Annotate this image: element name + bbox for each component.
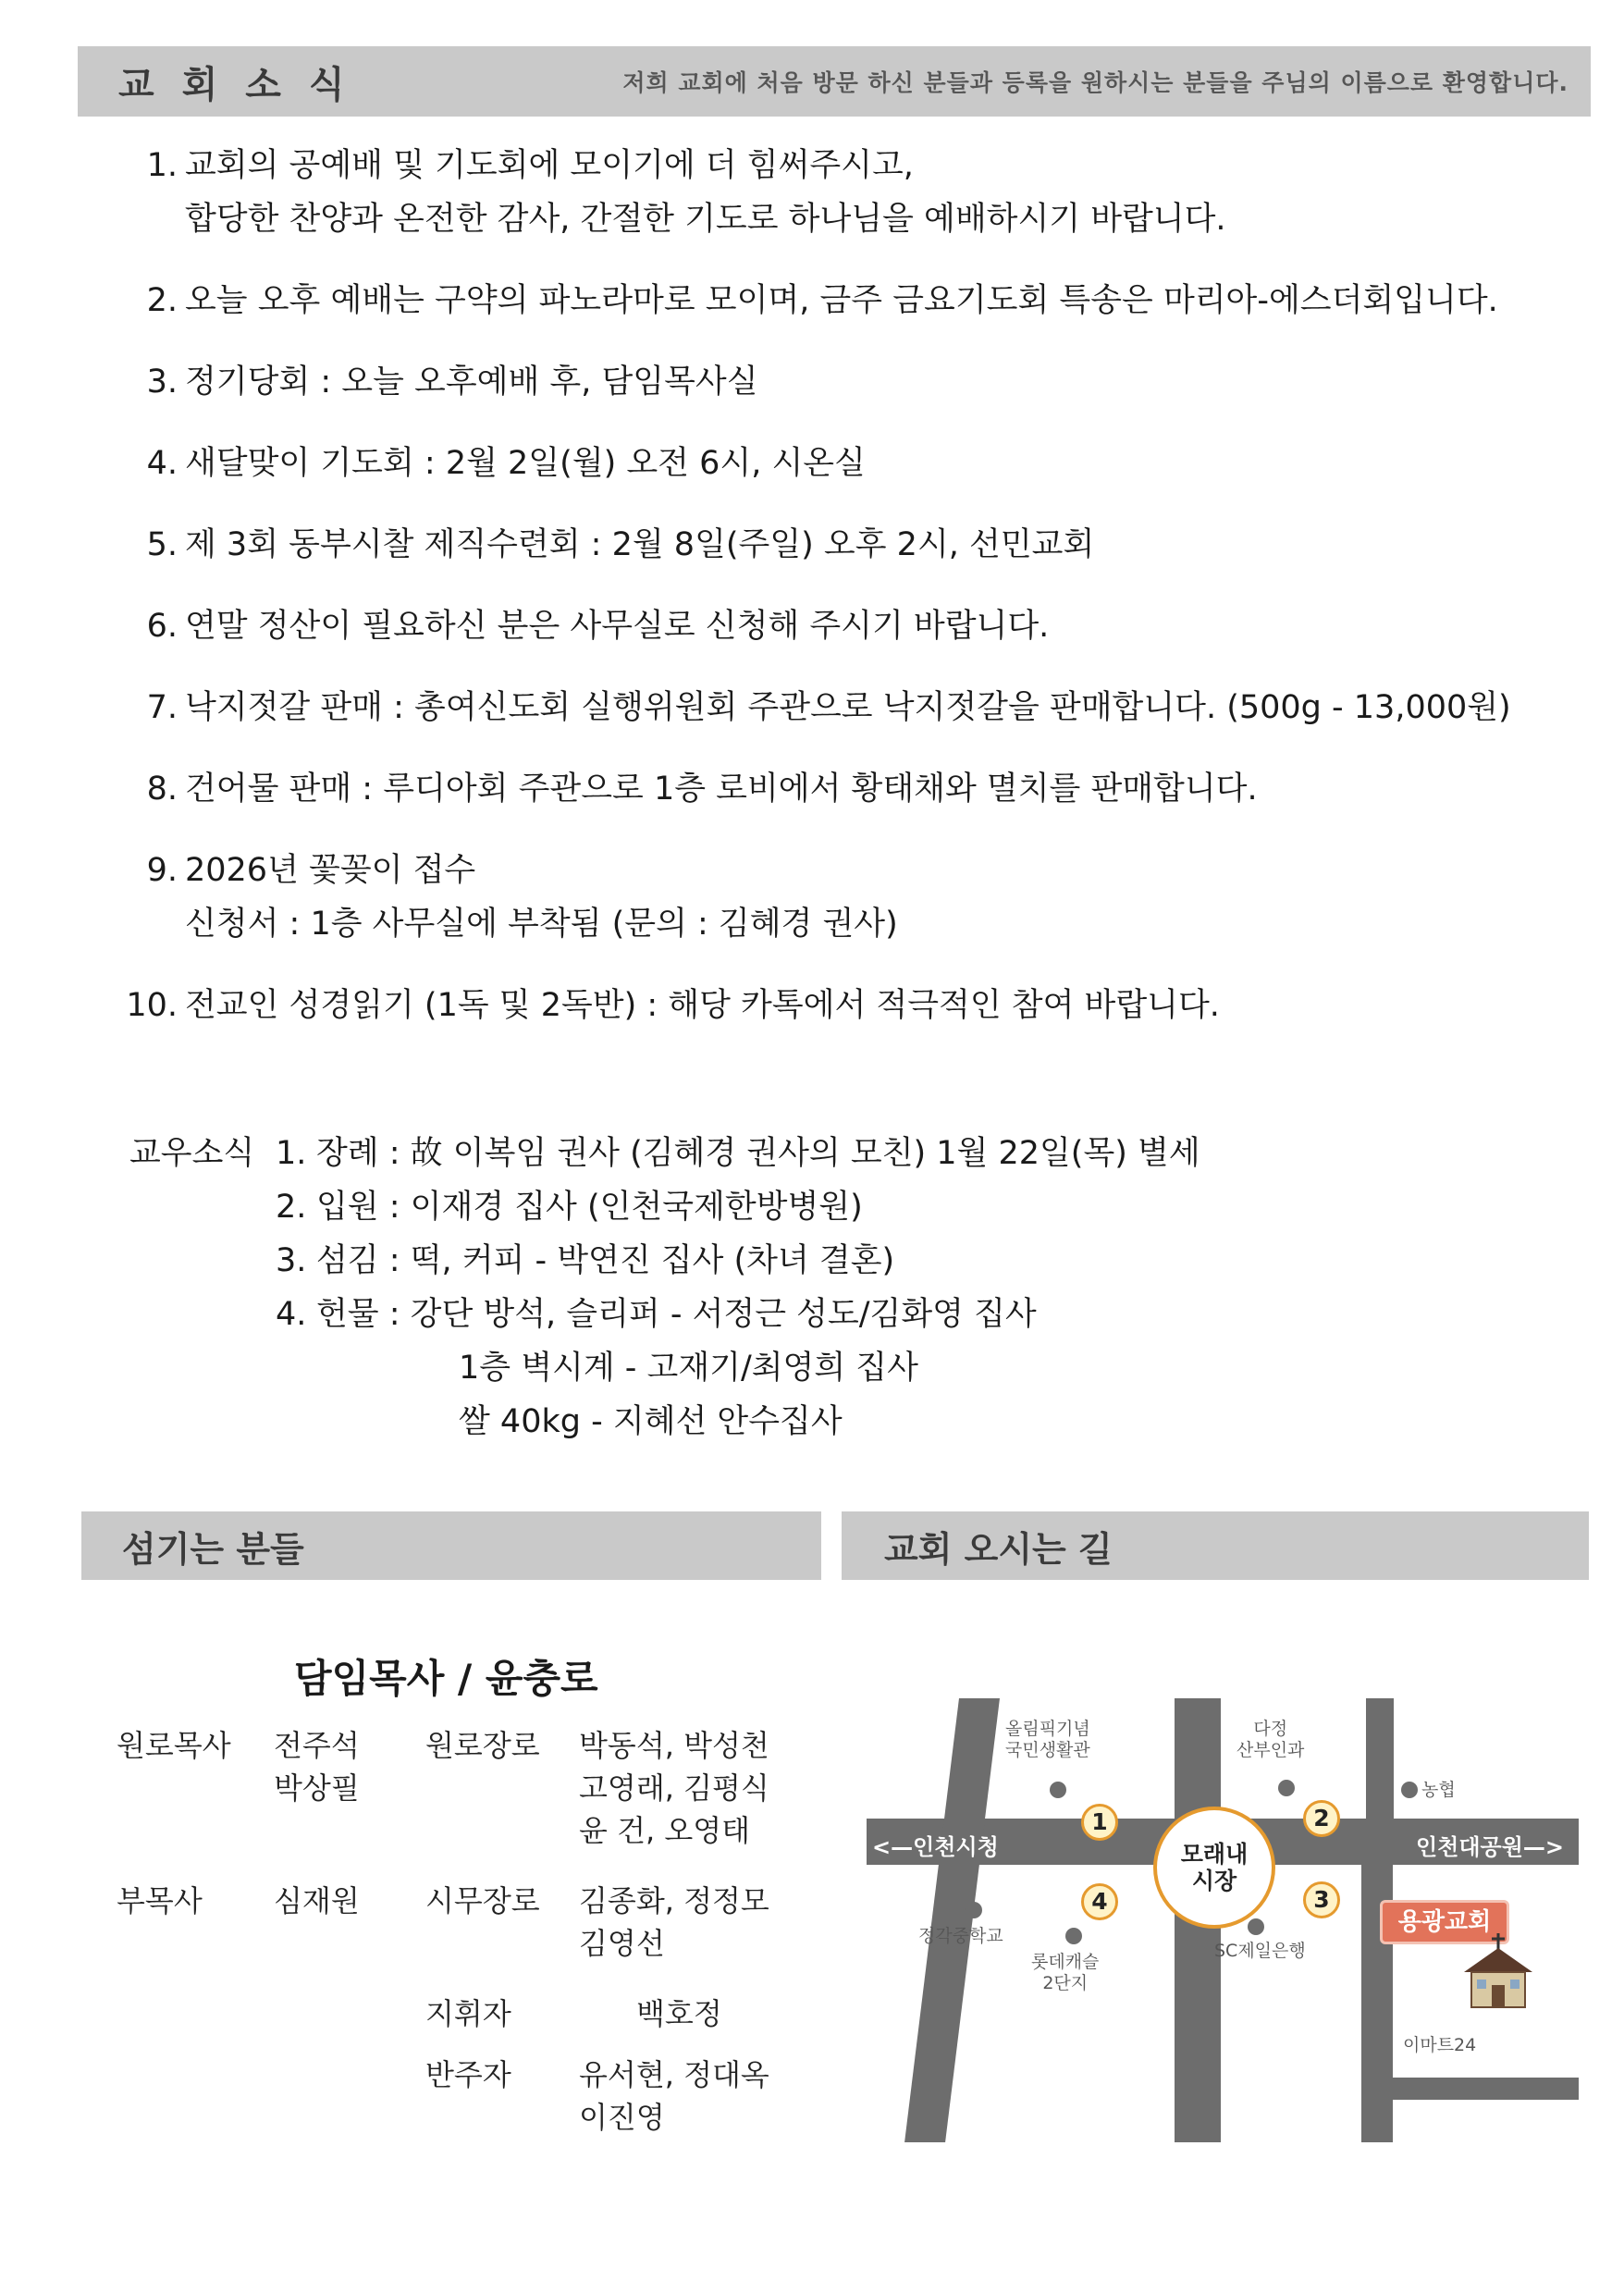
news-text: 새달맞이 기도회 : 2월 2일(월) 오전 6시, 시온실: [185, 445, 866, 482]
staff-name: 백호정: [636, 1996, 722, 2031]
landmark-dot: [1248, 1918, 1264, 1935]
road-label-incheon-city-hall: <—인천시청: [872, 1834, 999, 1860]
welcome-message: 저희 교회에 처음 방문 하신 분들과 등록을 원하시는 분들을 주님의 이름으로 환영합니다.: [622, 69, 1569, 96]
staff-name: 박동석, 박성천: [579, 1728, 769, 1763]
staff-name: 고영래, 김평식: [579, 1770, 769, 1806]
members-news-heading: 교우소식: [129, 1135, 255, 1172]
news-text: 오늘 오후 예배는 구약의 파노라마로 모이며, 금주 금요기도회 특송은 마리아-에스더회입니다.: [185, 282, 1498, 319]
news-text: 낙지젓갈 판매 : 총여신도회 실행위원회 주관으로 낙지젓갈을 판매합니다. (500g - 13,000원): [185, 689, 1511, 726]
senior-pastor: 담임목사 / 윤충로: [294, 1656, 598, 1701]
news-item: [126, 979, 1609, 1032]
moraenae-market: 모래내 시장: [1153, 1807, 1275, 1929]
side-road-upper-right: [1366, 1698, 1394, 1823]
members-news-item: [276, 1288, 1478, 1449]
members-news-text: 1층 벽시계 - 고재기/최영희 집사: [459, 1350, 918, 1387]
staff-name: 이진영: [579, 2100, 665, 2135]
members-news-number: 3.: [276, 1242, 307, 1279]
members-news-text: 섬김 : 떡, 커피 - 박연진 집사 (차녀 결혼): [316, 1242, 895, 1279]
serving-people-bar: [81, 1511, 821, 1580]
news-text: 2026년 꽃꽂이 접수: [185, 852, 476, 889]
members-news-text: 쌀 40kg - 지혜선 안수집사: [459, 1403, 843, 1440]
junction-4: 4: [1081, 1883, 1118, 1920]
emeritus-elder-names: [579, 1724, 769, 1852]
staff-name: 박상필: [274, 1770, 360, 1806]
associate-pastor-names: [274, 1880, 360, 1922]
news-number: 5.: [146, 526, 178, 563]
news-item: [129, 274, 1609, 327]
landmark-dot: [1278, 1780, 1295, 1796]
news-item: [129, 355, 1609, 409]
conductor-names: [636, 1992, 722, 2035]
news-number: 6.: [146, 608, 178, 645]
members-news-item: [276, 1234, 1478, 1288]
church-location-badge: 용광교회: [1380, 1900, 1509, 1944]
accompanist-label: 반주자: [425, 2057, 511, 2092]
news-text: 제 3회 동부시찰 제직수련회 : 2월 8일(주일) 오후 2시, 선민교회: [185, 526, 1095, 563]
staff-name: 전주석: [274, 1728, 360, 1763]
members-news-item: [276, 1180, 1478, 1234]
members-news-text: 장례 : 故 이복임 권사 (김혜경 권사의 모친) 1월 22일(목) 별세: [316, 1135, 1200, 1172]
news-number: 7.: [146, 689, 178, 726]
members-news-number: 2.: [276, 1189, 307, 1226]
news-item: [129, 139, 1609, 246]
news-number: 9.: [146, 852, 178, 889]
side-road-left: [904, 1698, 1000, 2142]
active-elder-label: 시무장로: [425, 1883, 540, 1918]
staff-name: 김영선: [579, 1926, 665, 1961]
members-news-item: [276, 1127, 1478, 1180]
serving-people-title: 섬기는 분들: [122, 1528, 304, 1570]
landmark-dot: [1401, 1782, 1418, 1798]
road-label-incheon-grand-park: 인천대공원—>: [1416, 1834, 1565, 1860]
members-news-text: 입원 : 이재경 집사 (인천국제한방병원): [316, 1189, 863, 1226]
news-text: 교회의 공예배 및 기도회에 모이기에 더 힘써주시고,: [185, 147, 914, 184]
staff-name: 유서현, 정대옥: [579, 2057, 769, 2092]
landmark-sc-bank: SC제일은행: [1214, 1941, 1306, 1961]
conductor-label: 지휘자: [425, 1996, 511, 2031]
landmark-jeonggak-middle-school: 정각중학교: [918, 1926, 1003, 1946]
news-text: 연말 정산이 필요하신 분은 사무실로 신청해 주시기 바랍니다.: [185, 608, 1050, 645]
directions-map: [867, 1698, 1579, 2142]
staff-name: 윤 건, 오영태: [579, 1813, 751, 1848]
news-text: 정기당회 : 오늘 오후예배 후, 담임목사실: [185, 364, 758, 401]
landmark-dot: [1050, 1782, 1066, 1798]
news-number: 2.: [146, 282, 178, 319]
landmark-dajeong-clinic: 다정 산부인과: [1236, 1719, 1305, 1760]
junction-3: 3: [1303, 1881, 1340, 1918]
news-item: [129, 437, 1609, 490]
directions-title: 교회 오시는 길: [884, 1528, 1113, 1570]
news-text: 건어물 판매 : 루디아회 주관으로 1층 로비에서 황태채와 멸치를 판매합니다.: [185, 771, 1258, 808]
news-text: 합당한 찬양과 온전한 감사, 간절한 기도로 하나님을 예배하시기 바랍니다.: [185, 201, 1226, 238]
news-number: 4.: [146, 445, 178, 482]
news-item: [129, 599, 1609, 653]
news-number: 8.: [146, 771, 178, 808]
emeritus-pastor-label: 원로목사: [117, 1728, 231, 1763]
landmark-dot: [1065, 1928, 1082, 1944]
news-number: 1.: [146, 147, 178, 184]
members-news-text: 헌물 : 강단 방석, 슬리퍼 - 서정근 성도/김화영 집사: [316, 1296, 1037, 1333]
junction-1: 1: [1081, 1804, 1118, 1841]
news-text: 전교인 성경읽기 (1독 및 2독반) : 해당 카톡에서 적극적인 참여 바랍니다.: [185, 987, 1220, 1024]
active-elder-names: [579, 1880, 769, 1965]
news-item: [129, 518, 1609, 572]
members-news-number: 1.: [276, 1135, 307, 1172]
church-news-header-bar: [78, 46, 1591, 117]
church-news-title: 교회소식: [118, 63, 373, 106]
associate-pastor-label: 부목사: [117, 1883, 203, 1918]
landmark-olympic-hall: 올림픽기념 국민생활관: [1005, 1719, 1090, 1760]
news-item: [129, 681, 1609, 734]
directions-bar: [842, 1511, 1589, 1580]
news-number: 3.: [146, 364, 178, 401]
church-icon: [1458, 1933, 1538, 2011]
news-number: 10.: [126, 987, 178, 1024]
church-side-road: [1388, 2078, 1579, 2100]
emeritus-pastor-names: [274, 1724, 360, 1809]
staff-name: 심재원: [274, 1883, 360, 1918]
accompanist-names: [579, 2054, 769, 2139]
junction-2: 2: [1303, 1800, 1340, 1837]
members-news-number: 4.: [276, 1296, 307, 1333]
landmark-lotte-castle: 롯데캐슬 2단지: [1031, 1952, 1100, 1993]
news-item: [129, 762, 1609, 816]
landmark-emart24: 이마트24: [1403, 2035, 1477, 2055]
news-item: [129, 844, 1609, 951]
news-text: 신청서 : 1층 사무실에 부착됨 (문의 : 김혜경 권사): [185, 906, 898, 943]
staff-name: 김종화, 정정모: [579, 1883, 769, 1918]
emeritus-elder-label: 원로장로: [425, 1728, 540, 1763]
landmark-nonghyup: 농협: [1421, 1780, 1456, 1800]
landmark-dot: [966, 1902, 982, 1918]
church-news-list: [126, 139, 1609, 1060]
